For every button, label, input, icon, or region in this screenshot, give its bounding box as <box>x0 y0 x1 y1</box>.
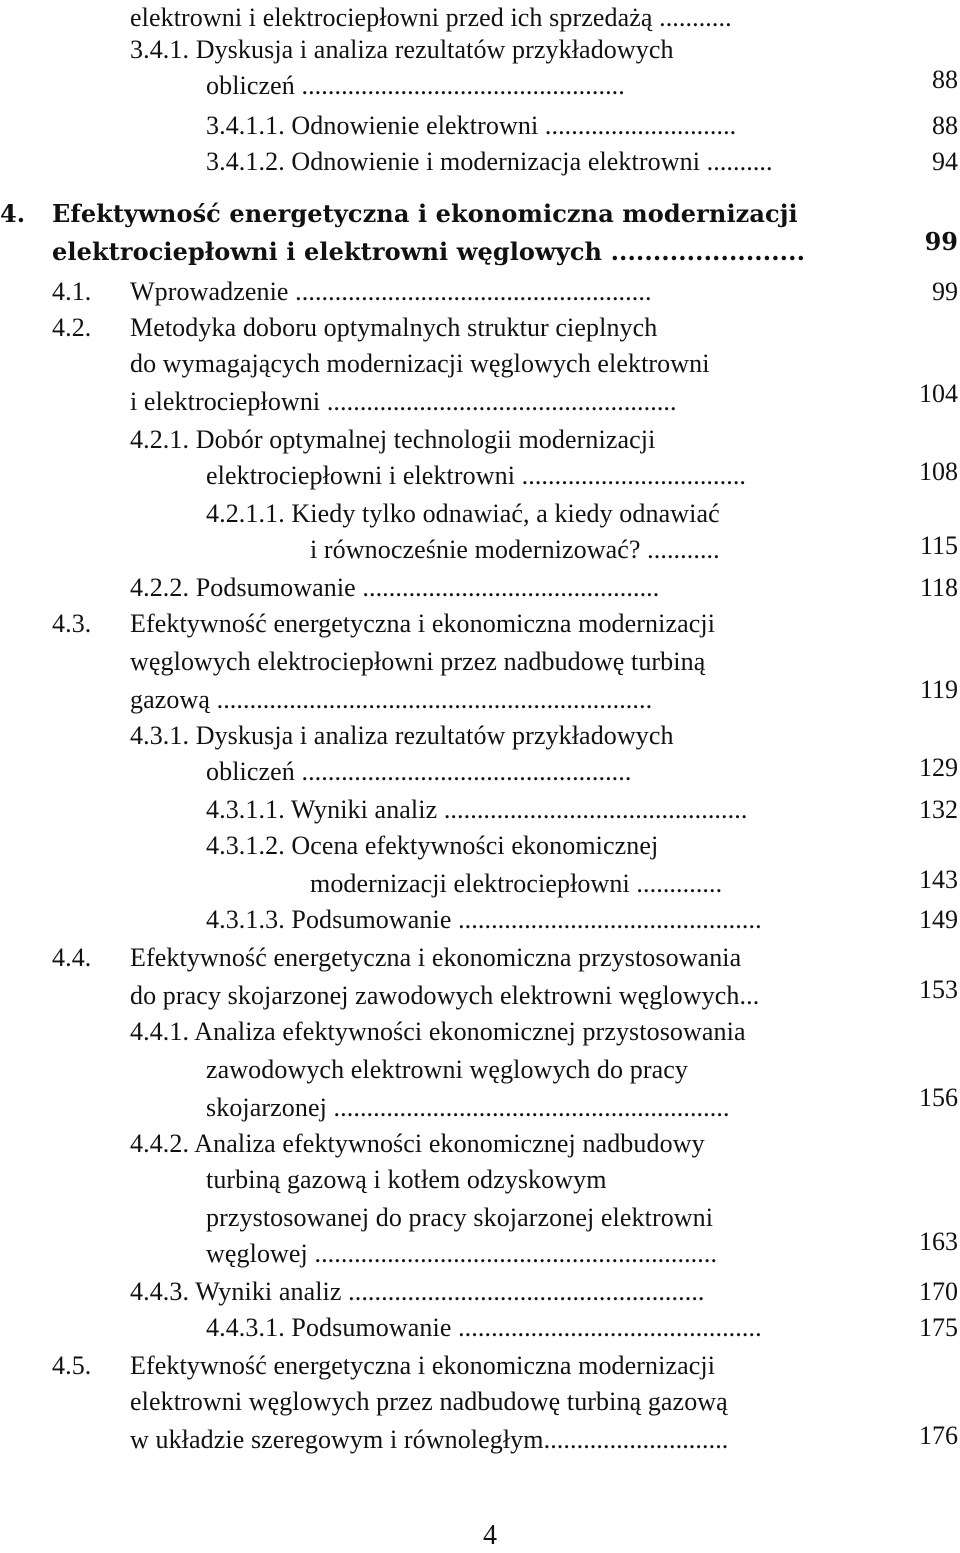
toc-text: 3.4.1.1. Odnowienie elektrowni ............................. <box>206 111 737 140</box>
toc-page-number: 94 <box>932 147 958 176</box>
toc-text: elektrowni i elektrociepłowni przed ich sprzedażą ........... <box>130 3 732 32</box>
toc-chapter-number: 4. <box>0 199 26 228</box>
toc-text: 3.4.1.2. Odnowienie i modernizacja elektrowni .......... <box>206 147 773 176</box>
toc-page-number: 99 <box>932 277 958 306</box>
toc-text: elektrowni węglowych przez nadbudowę turbiną gazową <box>130 1387 728 1416</box>
toc-section-number: 4.4. <box>52 943 92 972</box>
toc-text: do pracy skojarzonej zawodowych elektrowni węglowych... <box>130 981 760 1010</box>
toc-text: elektrociepłowni i elektrowni .................................. <box>206 461 747 490</box>
toc-text: i elektrociepłowni ..................................................... <box>130 387 677 416</box>
toc-text: 4.2.2. Podsumowanie ............................................. <box>130 573 660 602</box>
toc-text: 4.4.3. Wyniki analiz ...................................................... <box>130 1277 705 1306</box>
toc-text: Efektywność energetyczna i ekonomiczna modernizacji <box>130 1351 716 1380</box>
toc-text: węglowych elektrociepłowni przez nadbudowę turbiną <box>130 647 706 676</box>
toc-text: Efektywność energetyczna i ekonomiczna modernizacji <box>130 609 716 638</box>
toc-text: obliczeń .................................................. <box>206 757 632 786</box>
toc-text: do wymagających modernizacji węglowych elektrowni <box>130 349 710 378</box>
toc-section-number: 4.1. <box>52 277 92 306</box>
toc-text: 4.3.1.2. Ocena efektywności ekonomicznej <box>206 831 659 860</box>
toc-page-number: 99 <box>924 227 958 256</box>
toc-page-number: 88 <box>932 65 958 94</box>
toc-page-number: 149 <box>919 905 958 934</box>
toc-page-number: 129 <box>919 753 958 782</box>
page-footer-number: 4 <box>483 1520 497 1551</box>
toc-text: 4.4.3.1. Podsumowanie .............................................. <box>206 1313 762 1342</box>
toc-page-number: 88 <box>932 111 958 140</box>
toc-page-number: 175 <box>919 1313 958 1342</box>
toc-text: turbiną gazową i kotłem odzyskowym <box>206 1165 607 1194</box>
toc-text: 3.4.1. Dyskusja i analiza rezultatów przykładowych <box>130 35 674 64</box>
toc-text: modernizacji elektrociepłowni ............. <box>310 869 723 898</box>
toc-text: 4.2.1.1. Kiedy tylko odnawiać, a kiedy odnawiać <box>206 499 720 528</box>
toc-text: 4.3.1.1. Wyniki analiz .............................................. <box>206 795 748 824</box>
toc-page-number: 153 <box>919 975 958 1004</box>
toc-text: Efektywność energetyczna i ekonomiczna przystosowania <box>130 943 742 972</box>
toc-page-number: 163 <box>919 1227 958 1256</box>
toc-text: 4.2.1. Dobór optymalnej technologii modernizacji <box>130 425 656 454</box>
toc-text: w układzie szeregowym i równoległym............................ <box>130 1425 729 1454</box>
toc-text: obliczeń ................................................. <box>206 71 625 100</box>
toc-text: 4.4.1. Analiza efektywności ekonomicznej przystosowania <box>130 1017 746 1046</box>
toc-page-number: 143 <box>919 865 958 894</box>
toc-text: gazową .................................................................. <box>130 685 653 714</box>
toc-page-number: 132 <box>919 795 958 824</box>
toc-section-number: 4.5. <box>52 1351 92 1380</box>
toc-text: 4.3.1.3. Podsumowanie .............................................. <box>206 905 762 934</box>
toc-page-number: 176 <box>919 1421 958 1450</box>
toc-chapter-title: Efektywność energetyczna i ekonomiczna modernizacji <box>52 199 798 228</box>
toc-page-number: 115 <box>919 531 958 560</box>
toc-text: przystosowanej do pracy skojarzonej elektrowni <box>206 1203 714 1232</box>
toc-text: zawodowych elektrowni węglowych do pracy <box>206 1055 688 1084</box>
toc-section-number: 4.2. <box>52 313 92 342</box>
toc-text: Metodyka doboru optymalnych struktur cieplnych <box>130 313 658 342</box>
toc-chapter-title: elektrociepłowni i elektrowni węglowych ....................... <box>52 237 806 266</box>
toc-page-number: 119 <box>919 675 958 704</box>
toc-section-number: 4.3. <box>52 609 92 638</box>
toc-page-number: 156 <box>919 1083 958 1112</box>
toc-page-number: 104 <box>919 379 958 408</box>
toc-text: Wprowadzenie ...................................................... <box>130 277 652 306</box>
toc-text: skojarzonej ............................................................ <box>206 1093 730 1122</box>
toc-page-number: 118 <box>919 573 958 602</box>
toc-page-number: 170 <box>919 1277 958 1306</box>
toc-page-number: 108 <box>919 457 958 486</box>
toc-text: 4.4.2. Analiza efektywności ekonomicznej nadbudowy <box>130 1129 705 1158</box>
toc-text: 4.3.1. Dyskusja i analiza rezultatów przykładowych <box>130 721 674 750</box>
toc-text: i równocześnie modernizować? ........... <box>310 535 720 564</box>
toc-text: węglowej ............................................................. <box>206 1239 718 1268</box>
